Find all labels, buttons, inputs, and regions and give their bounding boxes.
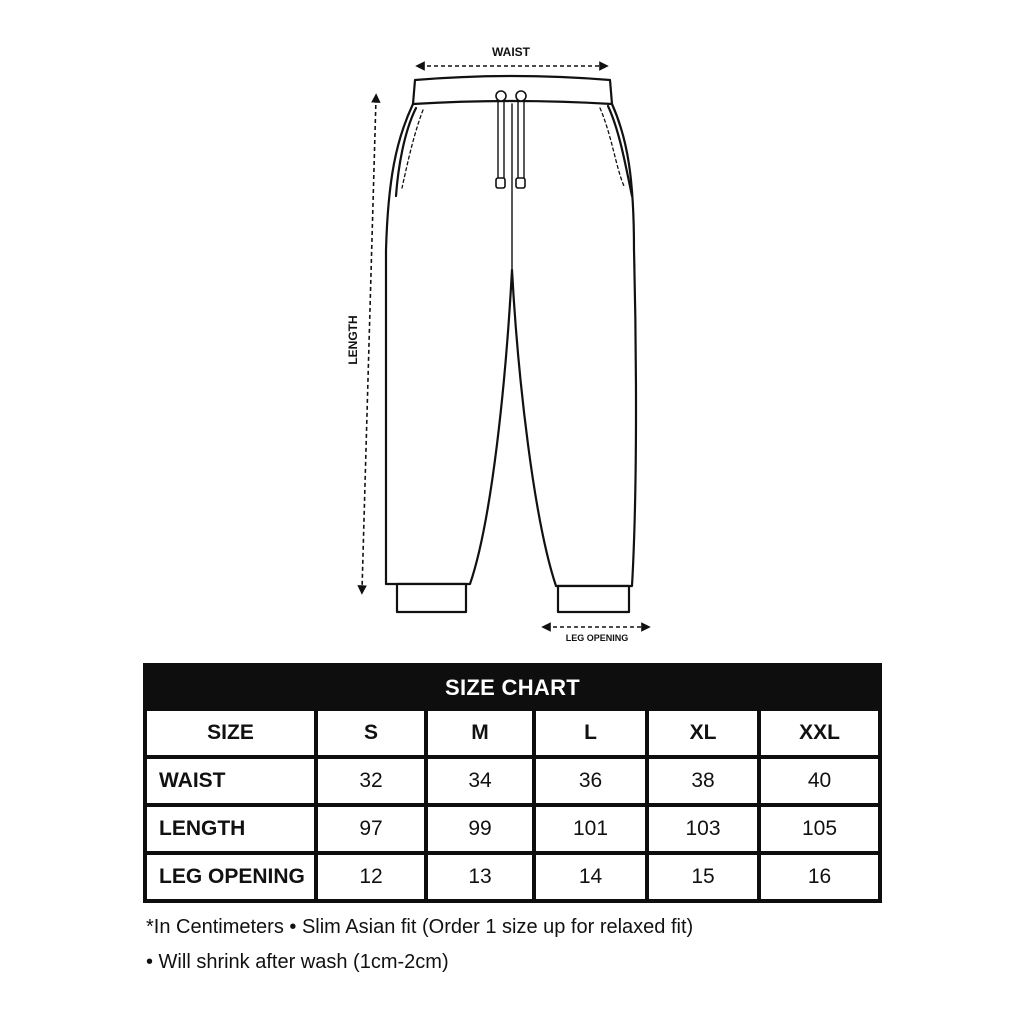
size-chart-table — [143, 663, 882, 903]
leg-opening-label: LEG OPENING — [565, 633, 629, 643]
table-cell: 34 — [428, 759, 532, 803]
header-xl: XL — [649, 711, 757, 755]
table-cell: 12 — [318, 855, 424, 899]
table-cell: 16 — [761, 855, 878, 899]
table-cell: 32 — [318, 759, 424, 803]
header-size: SIZE — [147, 711, 314, 755]
table-cell: 99 — [428, 807, 532, 851]
length-label: LENGTH — [346, 315, 360, 365]
table-cell: 103 — [649, 807, 757, 851]
waist-dimension — [420, 45, 604, 66]
table-cell: 105 — [761, 807, 878, 851]
table-cell: 13 — [428, 855, 532, 899]
leg-opening-dimension — [546, 627, 646, 643]
header-m: M — [428, 711, 532, 755]
size-chart-grid — [147, 711, 878, 899]
waist-label: WAIST — [492, 45, 530, 59]
table-cell: 97 — [318, 807, 424, 851]
header-s: S — [318, 711, 424, 755]
header-xxl: XXL — [761, 711, 878, 755]
table-cell: 38 — [649, 759, 757, 803]
note-units-fit: *In Centimeters • Slim Asian fit (Order 1 size up for relaxed fit) — [146, 916, 694, 938]
row-label-leg-opening: LEG OPENING — [147, 855, 314, 899]
table-cell: 36 — [536, 759, 645, 803]
table-cell: 101 — [536, 807, 645, 851]
table-cell: 15 — [649, 855, 757, 899]
pants-outline — [386, 76, 636, 612]
header-l: L — [536, 711, 645, 755]
row-label-length: LENGTH — [147, 807, 314, 851]
note-shrink: • Will shrink after wash (1cm-2cm) — [146, 951, 449, 973]
table-cell: 40 — [761, 759, 878, 803]
size-chart-title: SIZE CHART — [445, 675, 580, 700]
row-label-waist: WAIST — [147, 759, 314, 803]
table-cell: 14 — [536, 855, 645, 899]
length-dimension — [346, 98, 376, 590]
